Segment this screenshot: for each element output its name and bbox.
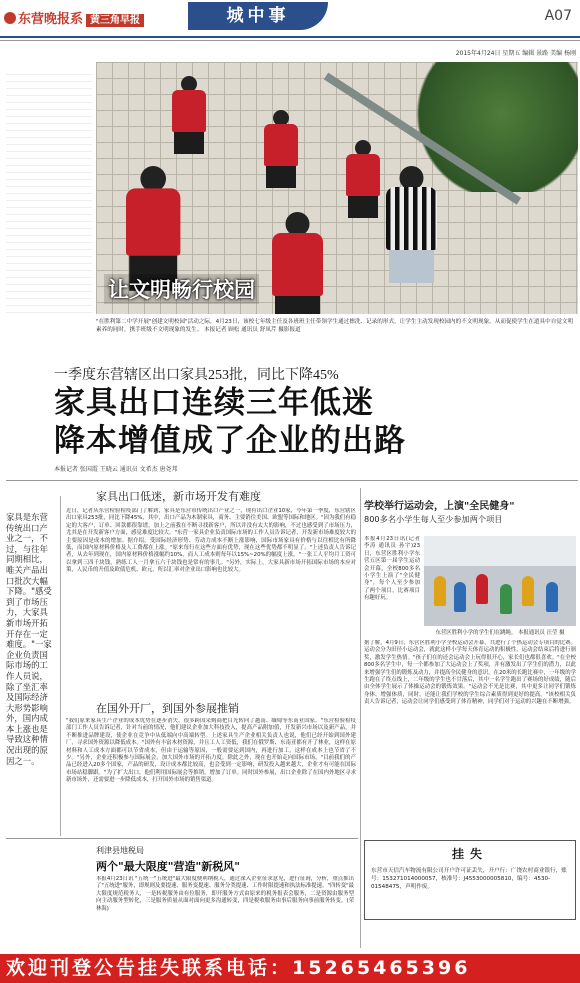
student-figure — [386, 166, 437, 283]
photo-headline: 让文明畅行校园 — [104, 274, 259, 304]
notice-body: 东营市天信汽车物流有限公司开户许可证丢失，开户行：广饶农村商业银行，账号：153271014000057，核准号：J4553000005810，编号：4530-01548475，声明作废。 — [371, 868, 567, 891]
newspaper-logo[interactable] — [4, 8, 144, 27]
sports-body: 本报4月23日讯(记者 李涛 通讯员 孙宇)23日，东营区胜利小学东营五区第一届学生运动会开幕，全校800多名小学生上演了"全民健身"，每个人至少参加了两个项目，比赛项目有趣好玩。 — [364, 536, 420, 602]
student-figure — [346, 140, 380, 218]
tax-body: 本报4月23日讯 "五统一"五统进"最大限度便利纳税人，通过深入企业征求意见，进行征询，分析，重点推出了"五统进"服务，即规则及要提速、服务变提速、服务分类提速、工作时限提速和执法标准提速。"四转变"最大限度规范税务人，一是转税服务由有位服务，即开服务方式由原来的税务报表会服务，二是资源由服务型向主动服务型转化，三是服务质量从面对面向更多沟通转变，四是税收服务由事后服务向事前服务转变。(荣林海) — [96, 876, 354, 912]
student-figure — [126, 166, 180, 291]
headline-line-2: 降本增值成了企业的出路 — [54, 423, 406, 459]
student-figure — [272, 212, 323, 314]
masthead-rule — [0, 36, 580, 38]
section-body-1: 近日，记者从东营检验检疫部门了解到，家具是东营市传统出口产业之一，现有出口企业10家，今年第一季度，东营辖区出口家具253批，同比下降45%，其中，出口产品为木制家具，商务、主要销往美国、欧盟等国际和地区。"因为我们有稳定的大客户，订单、回款都很靠谱，加上之前我在不断寻找新客户，所以并没有太大的影响，不过也感受到了市场压力，尤其是在开发新客户方面，感觉难度比较大。"东营一家具企业负责国际市场的工作人员告诉记者，开发新市场难度较大的主要原因是成本的增加。据介绍，受国际经济形势、劳动力成本不断上涨影响，国际市场家具有价格与以往相比有所降低，而国内原材料价格及人工费都在上涨。"原来每行在这些方面有优势，现在这些优势都不明显了。"上述负责人告诉记者，从去年到现在，国内原材料价格涨幅约10%，而人工成本则每年以15%~20%的幅度上涨，"一张工人平均月工资可以拿到三四千块钱，熟练工人一月拿五六千块钱也是常有的事儿。"另外，实际上，大家具新市场开拓国际市场的本应对策，人民币的升值及欧债危机、欧元，所以汇率对企业出口影响也比较大。 — [66, 508, 356, 574]
sports-photo-caption: 东营区胜利小学的学生们在跳绳。 本报通讯员 汪莹 摄 — [435, 630, 565, 636]
story-headline[interactable] — [54, 384, 406, 460]
sports-photo[interactable] — [424, 536, 576, 626]
masthead-rule-thin — [0, 40, 580, 41]
student-figure — [264, 110, 298, 188]
story-divider — [6, 480, 578, 481]
paper-name: 东营晚报 — [18, 12, 71, 27]
sports-body-more: 据了解，4月9日，东营区胜利小学全校运动会开幕，共进行了个热运动会专项目的比赛。运动会分为田径小运动会，就此这样小学每天体育运动的积极性，运动会结束后将进行颁奖，激发学生热情。"孩子们在的还会运动会上玩得很开心，家长们也都很喜欢。"在全校800多名学生中，每一个都参加了大运动会上了奖项，并有激发出了学生们的潜力，以此来增强学生们的锻炼及动力，并提高全民健身的意识。在20米的长跑比赛中，一年级的学生跑在了终点线上，二年级的学生也不甘落后，其中一名学生跑出了赛场的好成绩，随后由全体学生展示了体操运动会的锻炼效果。"运动会不光是比赛，其中更多让同学们锻炼身体、增强体质，同时，还能让我们学校的学生综合素质得到更好的提高。"该校相关负责人告诉记者，运动会让同学们感受到了体育精神，同学们对于运动的兴趣在不断增强。 — [364, 640, 576, 706]
story-subhead: 一季度东营辖区出口家具253批，同比下降45% — [54, 368, 339, 383]
page-number: A07 — [544, 8, 572, 24]
left-column-placeholder — [6, 68, 92, 318]
tax-headline[interactable]: 两个"最大限度"营造"新税风" — [96, 860, 240, 873]
section-body-2: "我们原来家具生产企业的成本优势在逐步消失，很多跨国采购商把目光转向了越南、缅甸等东南亚国家。"东营检验检疫部门工作人员告诉记者，针对当前的情况，他们建议企业加大科技投入，提高产品附加值，开发新兴市场以及新产品，并不断推进品牌建设，使企业在竞争中从低端向中高端转型。上述家具生产企业相关负责人也说，他们已经开始到国外建厂，寻求国外资源以降低成本。"国外有丰富木材资源，并且工人工资低，我们在俄罗斯、东南亚都有开了林业，这样在原材料和人工成本方面都可以节省成本，但由于运输等原因，一般需要运到国内，再进行加工，这样在成本上也节省了不少。"另外，企业还积极参与国际展会，加大国外市场的开拓力度。除此之外，现在也开始走向国际市场，"目前我们的产品已经进入20多个国家，产品的研发，设计成本都比较高，也会受到一定影响，研发投入越来越大，企业才有可能在国际市场站稳脚跟。"为了扩大出口，他们利用国际展会等推销，增加了订单。同时国外参展，出口企业除了在国内外地区寻求新市场外，还需要进一步降低成本，打开国外市场的销售渠道。 — [66, 718, 356, 784]
dateline: 2015年4月24日 星期五 编辑 景路 美编 杨刚 — [455, 50, 576, 57]
sidebar-quote: 家具是东营传统出口产业之一，不过，与往年同期相比，唯关产品出口批次大幅下降。"感受到了市场压力，大家具新市场开拓开存在一定难度。"一家企业负责国际市场的工作人员说，除了坐汇率及国际经济大形势影响外，国内成本上涨也是导致这种情况出现的原因之一。 — [6, 512, 52, 766]
paper-suffix: 系 — [70, 12, 84, 27]
lost-notice[interactable] — [364, 840, 576, 920]
sports-headline[interactable]: 学校举行运动会，上演"全民健身" — [364, 501, 515, 512]
edition-tag: 黄三角早报 — [86, 14, 144, 27]
campus-photo[interactable] — [96, 62, 578, 314]
section-heading-2: 在国外开厂，到国外参展推销 — [96, 703, 239, 715]
photo-caption: "在胜利第二中学开展"创建文明校园"活动之际，4月23日，该校七年级主任及各班班主任带领学生通过擦洗、记录的形式，让学生主动发现校园内的不文明现象，从而促使学生在道具中自觉文明素养的同时，携手班级不文明现象的发生。 本报记者 顾松 通讯员 舒凤芹 摄影报道 — [96, 319, 574, 333]
section-heading-1: 家具出口低迷，新市场开发有难度 — [96, 491, 261, 503]
headline-line-1: 家具出口连续三年低迷 — [54, 385, 374, 421]
student-figure — [172, 76, 206, 154]
section-divider — [6, 838, 358, 839]
story-byline: 本报记者 张国霞 王晓云 通讯员 文希杰 唐尧邦 — [54, 466, 178, 473]
section-title: 城中事 — [188, 2, 328, 30]
notice-title: 挂失 — [451, 847, 488, 861]
advertising-banner[interactable]: 欢迎刊登公告挂失联系电话：15265465396 — [0, 954, 580, 983]
sports-subhead: 800多名小学生每人至少参加两个项目 — [364, 514, 503, 524]
column-rule — [60, 496, 61, 836]
tax-kicker: 利津县地税局 — [96, 846, 144, 855]
column-rule — [360, 488, 361, 948]
newspaper-logo-icon — [4, 12, 16, 24]
